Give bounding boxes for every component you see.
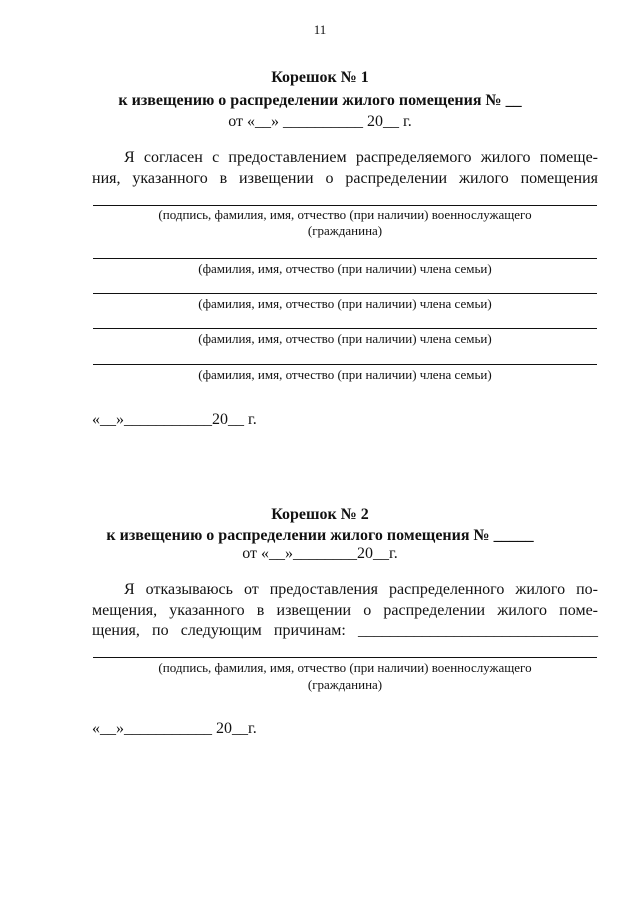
stub2-subheading: к извещению о распределении жилого помещения № _____: [106, 527, 534, 544]
stub2-text-line2: мещения, указанного в извещении о распределении жилого поме-: [92, 602, 598, 619]
stub1-text-line2: ния, указанного в извещении о распределении жилого помещения: [92, 170, 598, 187]
signature-line: [93, 205, 597, 206]
stub1-signature-caption-2: (гражданина): [307, 223, 383, 238]
family-line-2: [93, 293, 597, 294]
stub1-text-line1: Я согласен с предоставлением распределяемого жилого помеще-: [124, 149, 598, 166]
stub1-signature-caption-1: (подпись, фамилия, имя, отчество (при наличии) военнослужащего: [158, 207, 532, 222]
stub1-date-line: от «__» __________ 20__ г.: [228, 113, 412, 130]
signature-line-2: [93, 657, 597, 658]
family-line-4: [93, 364, 597, 365]
family-line-3: [93, 328, 597, 329]
stub2-date-line: от «__»________20__г.: [242, 545, 398, 562]
page-number: 11: [313, 22, 327, 37]
stub2-text-line1: Я отказываюсь от предоставления распределенного жилого по-: [124, 581, 598, 598]
stub1-subheading: к извещению о распределении жилого помещения № __: [118, 92, 522, 109]
stub2-heading: Корешок № 2: [271, 506, 369, 523]
stub2-signature-caption-1: (подпись, фамилия, имя, отчество (при наличии) военнослужащего: [158, 660, 532, 675]
stub1-family-caption-1: (фамилия, имя, отчество (при наличии) члена семьи): [198, 261, 492, 276]
stub1-family-caption-4: (фамилия, имя, отчество (при наличии) члена семьи): [198, 367, 492, 382]
family-line-1: [93, 258, 597, 259]
stub1-family-caption-3: (фамилия, имя, отчество (при наличии) члена семьи): [198, 331, 492, 346]
stub1-bottom-date: «__»___________20__ г.: [92, 411, 257, 428]
stub1-heading: Корешок № 1: [271, 69, 369, 86]
stub1-family-caption-2: (фамилия, имя, отчество (при наличии) члена семьи): [198, 296, 492, 311]
stub2-bottom-date: «__»___________ 20__г.: [92, 720, 257, 737]
stub2-signature-caption-2: (гражданина): [307, 677, 383, 692]
stub2-text-line3: щения, по следующим причинам: ______________________________: [92, 622, 598, 639]
